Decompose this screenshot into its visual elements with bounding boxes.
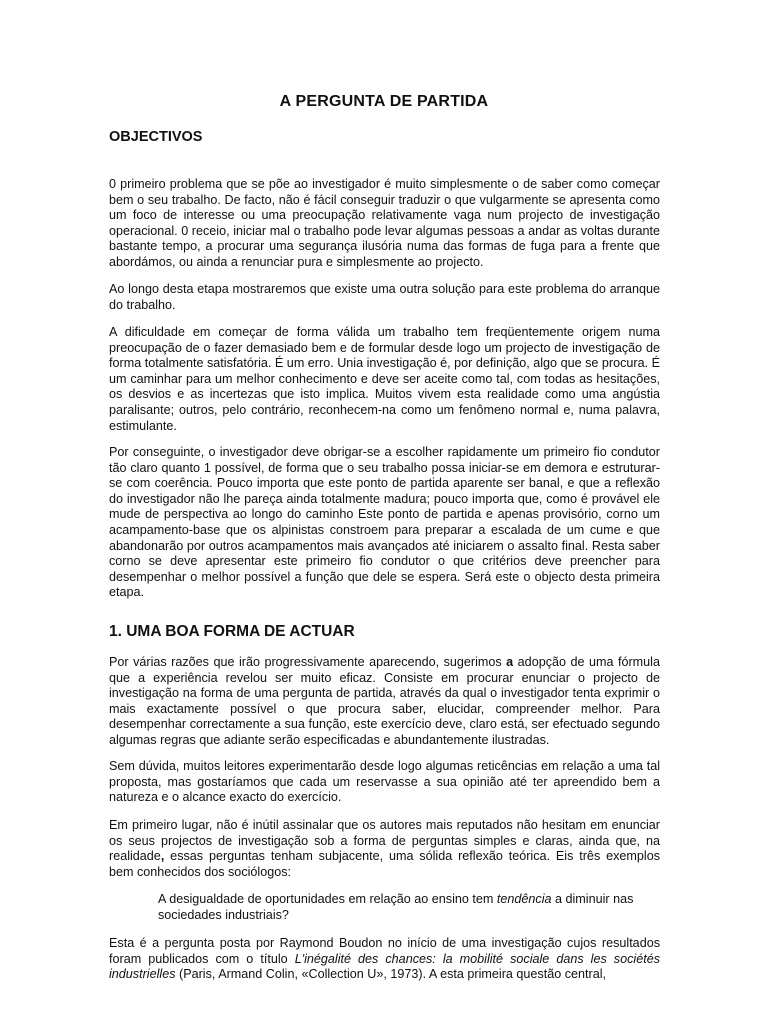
paragraph-boudon xyxy=(109,936,660,983)
paragraph-primeiro-lugar-bold: , xyxy=(160,849,165,864)
objectives-heading: OBJECTIVOS xyxy=(109,129,203,145)
page-title: A PERGUNTA DE PARTIDA xyxy=(279,93,489,110)
paragraph-solution: Ao longo desta etapa mostraremos que existe uma outra solução para este problema do arranque do trabalho. xyxy=(109,282,660,312)
paragraph-primeiro-lugar xyxy=(109,818,660,880)
paragraph-primeiro-lugar-text-b: essas perguntas tenham subjacente, uma sólida reflexão teórica. Eis três exemplos bem conhecidos dos sociólogos: xyxy=(109,849,660,879)
quoted-question xyxy=(158,892,660,923)
quoted-question-text-a: A desigualdade de oportunidades em relação ao ensino tem xyxy=(158,892,497,906)
quoted-question-text-b: a diminuir nas sociedades industriais? xyxy=(158,892,634,922)
paragraph-razoes-text-a: Por várias razões que irão progressivamente aparecendo, sugerimos xyxy=(109,655,507,669)
paragraph-razoes xyxy=(109,655,660,749)
paragraph-intro: 0 primeiro problema que se põe ao investigador é muito simplesmente o de saber como começar bem o seu trabalho. De facto, não é fácil conseguir traduzir o que vulgarmente se apresenta como um foco de interesse ou uma preocupação relativamente vaga num projecto de investigação operacional. 0 receio, iniciar mal o trabalho pode levar algumas pessoas a andar as voltas durante bastante tempo, a procurar uma segurança ilusória numa das formas de fuga para a frente que abordámos, ou ainda a renunciar pura e simplesmente ao projecto. xyxy=(109,177,660,269)
quoted-question-italic: tendência xyxy=(496,892,552,906)
paragraph-reticencias: Sem dúvida, muitos leitores experimentarão desde logo algumas reticências em relação a uma tal proposta, mas gostaríamos que cada um reservasse a sua opinião até ter apreendido bem a natureza e o alcance exacto do exercício. xyxy=(109,759,660,805)
paragraph-boudon-text-a: Esta é a pergunta posta por Raymond Boudon no início de uma investigação cujos resultados foram publicados com o título xyxy=(109,936,660,966)
section-heading: 1. UMA BOA FORMA DE ACTUAR xyxy=(109,623,355,640)
paragraph-difficulty: A dificuldade em começar de forma válida um trabalho tem freqüentemente origem numa preocupação de o fazer demasiado bem e de formular desde logo um projecto de investigação de forma totalmente satisfatória. É um erro. Unia investigação é, por definição, algo que se procura. É um caminhar para um melhor conhecimento e deve ser aceite como tal, com todas as hesitações, os desvios e as incertezas que isto implica. Muitos vivem esta realidade como uma angústia paralisante; outros, pelo contrário, reconhecem-na como um fenômeno normal e, numa palavra, estimulante. xyxy=(109,325,660,433)
paragraph-primeiro-lugar-text-a: Em primeiro lugar, não é inútil assinalar que os autores mais reputados não hesitam em enunciar os seus projectos de investigação sob a forma de perguntas simples e claras, ainda que, na realidade xyxy=(109,818,660,864)
paragraph-boudon-text-b: (Paris, Armand Colin, «Collection U», 1973). A esta primeira questão central, xyxy=(175,967,606,982)
paragraph-razoes-text-b: adopção de uma fórmula que a experiência revelou ser muito eficaz. Consiste em procurar enunciar o projecto de investigação na forma de uma pergunta de partida, através da qual o investigador tenta exprimir o mais exactamente possível o que procura saber, elucidar, compreender melhor. Para desempenhar correctamente a sua função, este exercício deve, claro está, ser efectuado segundo algumas regras que adiante serão especificadas e abundantemente ilustradas. xyxy=(109,655,660,747)
paragraph-razoes-bold: a xyxy=(506,655,514,669)
paragraph-conseguinte: Por conseguinte, o investigador deve obrigar-se a escolher rapidamente um primeiro fio condutor tão claro quanto 1 possível, de forma que o seu trabalho possa iniciar-se em demora e estruturar-se com coerência. Pouco importa que este ponto de partida aparente ser banal, e que a reflexão do investigador não lhe pareça ainda totalmente madura; pouco importa que, como é provável ele mude de perspectiva ao longo do caminho Este ponto de partida e apenas provisório, corno um acampamento-base que os alpinistas constroem para preparar a escalada de um cume e que abandonarão por outros acampamentos mais avançados até iniciarem o assalto final. Resta saber corno se deve apresentar este primeiro fio condutor o que critérios deve preencher para desempenhar o melhor possível a função que dele se espera. Será este o objecto desta primeira etapa. xyxy=(109,445,660,600)
paragraph-boudon-italic: L'inégalité des chances: la mobilité sociale dans les sociétés industrielles xyxy=(109,951,661,982)
